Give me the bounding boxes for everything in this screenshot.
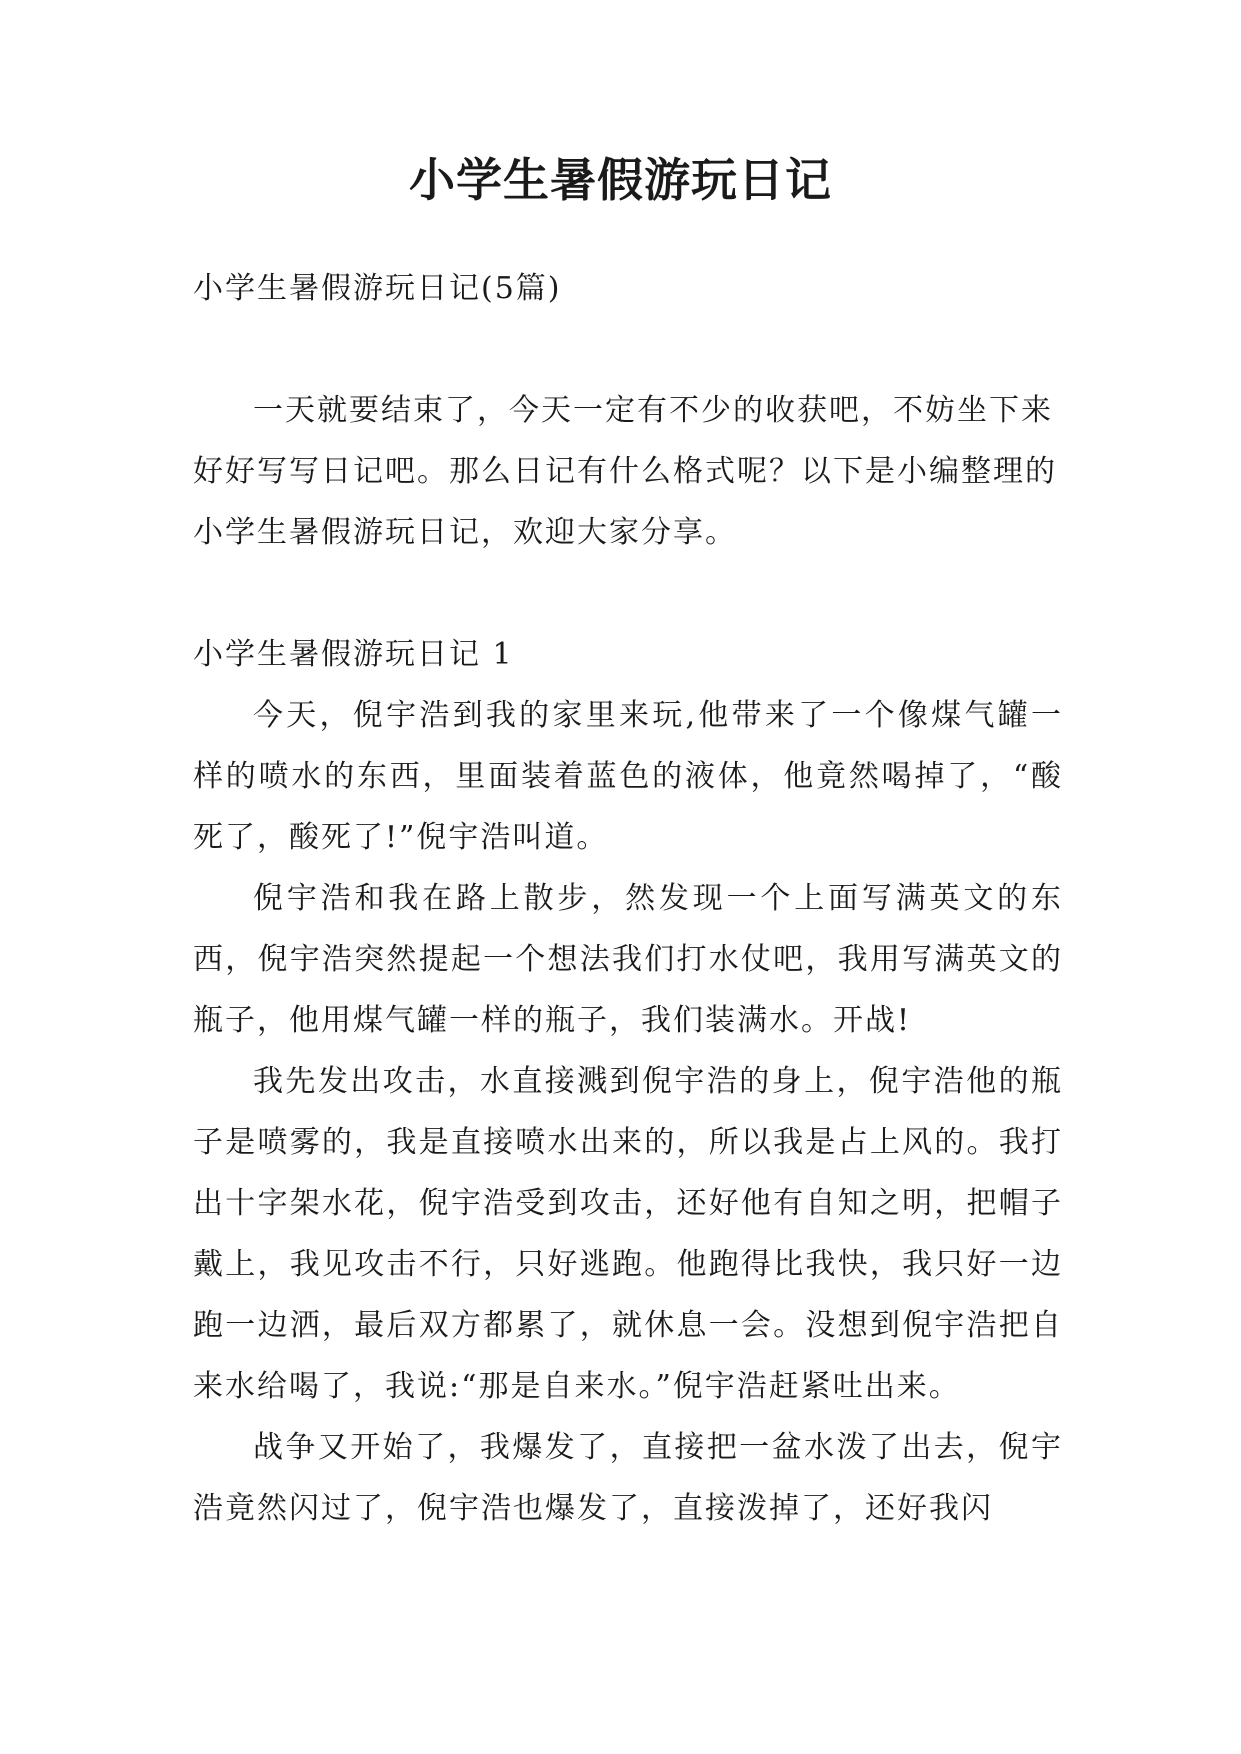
body-paragraph-2: 倪宇浩和我在路上散步，然发现一个上面写满英文的东西，倪宇浩突然提起一个想法我们打水仗吧，我用写满英文的瓶子，他用煤气罐一样的瓶子，我们装满水。开战! <box>193 881 1063 1038</box>
body-paragraph-1: 今天，倪宇浩到我的家里来玩,他带来了一个像煤气罐一样的喷水的东西，里面装着蓝色的液体，他竟然喝掉了，“酸死了，酸死了!”倪宇浩叫道。 <box>193 698 1063 855</box>
document-subtitle: 小学生暑假游玩日记(5篇) <box>193 271 562 306</box>
document-title: 小学生暑假游玩日记 <box>409 153 832 207</box>
body-paragraph-4: 战争又开始了，我爆发了，直接把一盆水泼了出去，倪宇浩竟然闪过了，倪宇浩也爆发了，直接泼掉了，还好我闪 <box>193 1430 1063 1526</box>
section-heading: 小学生暑假游玩日记 1 <box>193 637 514 672</box>
body-paragraph-3: 我先发出攻击，水直接溅到倪宇浩的身上，倪宇浩他的瓶子是喷雾的，我是直接喷水出来的，所以我是占上风的。我打出十字架水花，倪宇浩受到攻击，还好他有自知之明，把帽子戴上，我见攻击不行，只好逃跑。他跑得比我快，我只好一边跑一边洒，最后双方都累了，就休息一会。没想到倪宇浩把自来水给喝了，我说:“那是自来水。”倪宇浩赶紧吐出来。 <box>193 1064 1063 1404</box>
intro-paragraph: 一天就要结束了，今天一定有不少的收获吧，不妨坐下来好好写写日记吧。那么日记有什么格式呢？以下是小编整理的小学生暑假游玩日记，欢迎大家分享。 <box>193 393 1057 550</box>
document-body <box>193 258 1063 1539</box>
